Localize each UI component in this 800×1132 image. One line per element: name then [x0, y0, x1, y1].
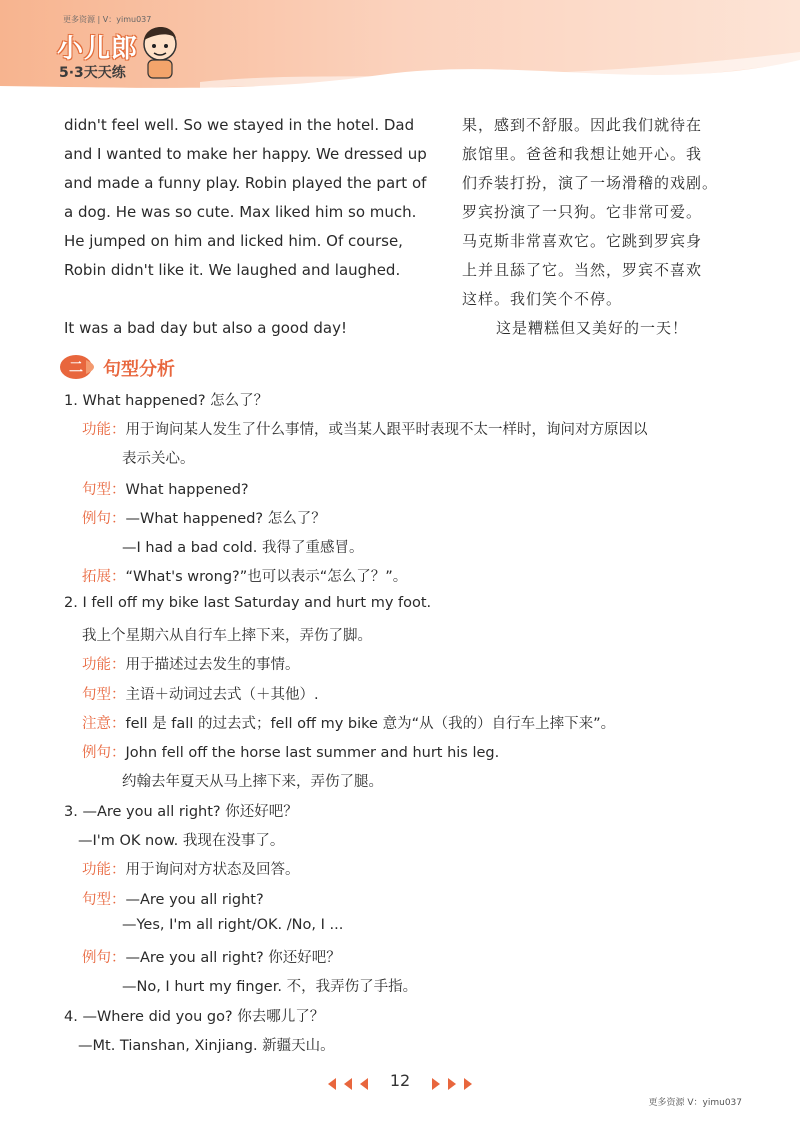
passage-english-closing — [64, 314, 444, 343]
item-4-title: 4. —Where did you go? 你去哪儿了？ — [64, 1009, 325, 1025]
function-text: 用于描述过去发生的事情。 — [125, 657, 300, 673]
item-1-example-2: —I had a bad cold. 我得了重感冒。 — [122, 540, 364, 556]
label-function: 功能： — [82, 657, 126, 673]
item-1-extension — [82, 565, 407, 586]
item-2-translation: 我上个星期六从自行车上摔下来，弄伤了脚。 — [82, 628, 372, 644]
boy-mascot-icon — [138, 20, 182, 80]
label-pattern: 句型： — [82, 892, 126, 908]
example-text: —Are you all right? 你还好吧？ — [125, 950, 341, 966]
item-1-function — [82, 418, 648, 439]
item-1-pattern — [82, 478, 249, 499]
pattern-text: —Are you all right? — [125, 892, 264, 908]
page-number: 12 — [389, 1071, 411, 1090]
item-3-pattern-2: —Yes, I'm all right/OK. /No, I ... — [122, 917, 344, 933]
watermark-bottom: 更多资源 V：yimu037 — [648, 1098, 742, 1108]
item-3-example — [82, 946, 341, 967]
passage-en-line: didn't feel well. So we stayed in the hotel. Dad — [64, 116, 415, 134]
function-text: 用于询问某人发生了什么事情，或当某人跟平时表现不太一样时，询问对方原因以 — [125, 422, 648, 438]
example-text: John fell off the horse last summer and hurt his leg. — [125, 745, 500, 761]
triple-right-arrow-icon — [422, 1074, 482, 1094]
passage-english — [64, 111, 444, 285]
section-number-badge-icon — [58, 354, 102, 380]
passage-en-line: He jumped on him and licked him. Of course, — [64, 232, 403, 250]
passage-zh-line: 果，感到不舒服。因此我们就待在 — [462, 116, 703, 134]
example-text: —What happened? 怎么了？ — [125, 511, 326, 527]
item-3-title: 3. —Are you all right? 你还好吧？ — [64, 804, 298, 820]
item-2-note — [82, 712, 615, 733]
note-text: fell 是 fall 的过去式；fell off my bike 意为“从（我的）自行车上摔下来”。 — [125, 716, 616, 732]
item-3-title-2: —I'm OK now. 我现在没事了。 — [78, 833, 285, 849]
item-3-pattern — [82, 888, 264, 909]
passage-chinese-closing — [496, 314, 771, 343]
label-note: 注意： — [82, 716, 126, 732]
label-function: 功能： — [82, 422, 126, 438]
pattern-text: What happened? — [125, 482, 249, 498]
passage-en-line: a dog. He was so cute. Max liked him so much. — [64, 203, 417, 221]
passage-zh-line: 旅馆里。爸爸和我想让她开心。我 — [462, 145, 703, 163]
passage-zh-line: 马克斯非常喜欢它。它跳到罗宾身 — [462, 232, 703, 250]
passage-zh-line: 上并且舔了它。当然，罗宾不喜欢 — [462, 261, 703, 279]
label-pattern: 句型： — [82, 482, 126, 498]
pattern-text: 主语＋动词过去式（＋其他）. — [125, 687, 319, 703]
item-2-title: 2. I fell off my bike last Saturday and hurt my foot. — [64, 595, 432, 611]
label-example: 例句： — [82, 950, 126, 966]
label-extension: 拓展： — [82, 569, 126, 585]
label-example: 例句： — [82, 511, 126, 527]
page-header — [0, 0, 800, 95]
logo-subtitle: 5·3天天练 — [59, 65, 126, 81]
passage-zh-line: 这样。我们笑个不停。 — [462, 290, 623, 308]
label-example: 例句： — [82, 745, 126, 761]
watermark-top: 更多资源 | V：yimu037 — [63, 15, 152, 24]
item-4-title-2: —Mt. Tianshan, Xinjiang. 新疆天山。 — [78, 1038, 335, 1054]
passage-en-line: Robin didn't like it. We laughed and laughed. — [64, 261, 401, 279]
page-footer — [0, 1068, 800, 1098]
triple-left-arrow-icon — [318, 1074, 378, 1094]
passage-chinese — [462, 111, 737, 314]
item-3-function — [82, 858, 300, 879]
function-text: 用于询问对方状态及回答。 — [125, 862, 300, 878]
passage-zh-line: 们乔装打扮，演了一场滑稽的戏剧。 — [462, 174, 719, 192]
passage-en-line: and I wanted to make her happy. We dressed up — [64, 145, 427, 163]
item-2-function — [82, 653, 300, 674]
item-3-example-2: —No, I hurt my finger. 不，我弄伤了手指。 — [122, 979, 418, 995]
extension-text: “What's wrong?”也可以表示“怎么了？”。 — [125, 569, 408, 585]
passage-en-line: and made a funny play. Robin played the part of — [64, 174, 427, 192]
section-title: 句型分析 — [103, 359, 175, 380]
item-2-pattern — [82, 683, 319, 704]
passage-zh-line: 罗宾扮演了一只狗。它非常可爱。 — [462, 203, 703, 221]
logo-text: 小儿郎 — [57, 34, 139, 64]
item-2-example — [82, 741, 499, 762]
item-1-example — [82, 507, 326, 528]
label-pattern: 句型： — [82, 687, 126, 703]
passage-zh-closing-line: 这是糟糕但又美好的一天！ — [496, 319, 689, 337]
item-1-title: 1. What happened? 怎么了？ — [64, 393, 269, 409]
section-number: 二 — [69, 360, 83, 376]
passage-en-closing-line: It was a bad day but also a good day! — [64, 319, 347, 337]
item-1-function-cont: 表示关心。 — [122, 451, 195, 467]
label-function: 功能： — [82, 862, 126, 878]
item-2-example-2: 约翰去年夏天从马上摔下来，弄伤了腿。 — [122, 774, 383, 790]
